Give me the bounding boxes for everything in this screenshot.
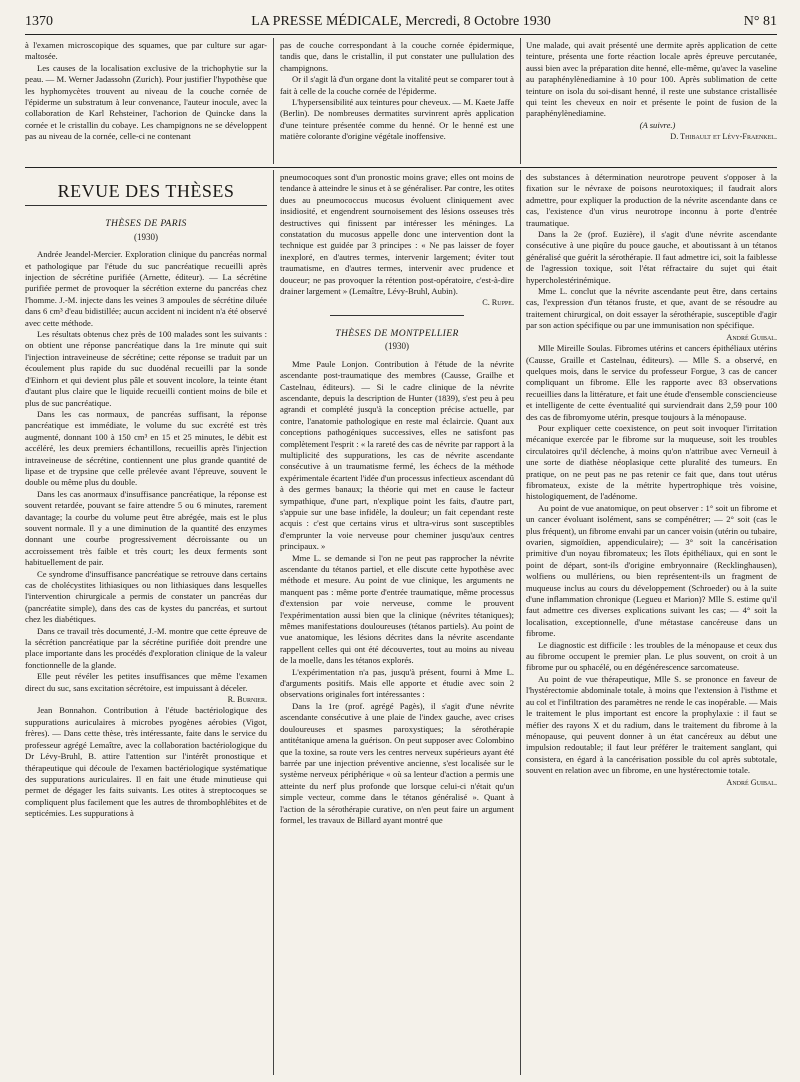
subsection-title: THÈSES DE MONTPELLIER <box>335 327 459 339</box>
paragraph: Ce syndrome d'insuffisance pancréatique se retrouve dans certains cas de cholécystites lithiasiques ou non lithiasiques dans lesquelles l'intervention chirurgicale a permis de constater un pancréas dur (pancréatite simple), dans des cas de kystes du pancréas, et surtout chez les diabétiques. <box>25 568 267 625</box>
paragraph: Dans ce travail très documenté, J.-M. montre que cette épreuve de la sécrétion pancréatique par la sécrétine purifiée doit prendre une place importante dans les procédés d'exploration clinique de la valeur fonctionnelle de la glande. <box>25 625 267 670</box>
section-title: REVUE DES THÈSES <box>57 181 235 201</box>
column-2 <box>280 172 514 1077</box>
page-number: 1370 <box>25 14 53 29</box>
column-divider <box>273 38 274 164</box>
paragraph: L'hypersensibilité aux teintures pour cheveux. — M. Kaete Jaffe (Berlin). De nombreuses dermatites survinrent après application d'une teinture présentée comme du henné. Or le henné est une matière colorante d'origine végétale inoffensive. <box>280 97 514 142</box>
paragraph: à l'examen microscopique des squames, que par culture sur agar-maltosée. <box>25 40 267 62</box>
signature: D. Thibault et Lévy-Fraenkel. <box>670 132 777 142</box>
title-rule <box>25 205 267 206</box>
paragraph: Elle peut révéler les petites insuffisances que même l'examen direct du suc, sans excitation sécrétoire, est impuissant à déceler. <box>25 671 267 693</box>
top-column-3 <box>526 40 777 164</box>
paragraph: pneumocoques sont d'un pronostic moins grave; elles ont moins de tendance à atteindre le sinus et à se généraliser. Par contre, les otites dues au pneumococcus mucosus évoluent cliniquement avec insidiosité, et engendrent sournoisement des lésions osseuses très destructives qui finissent par intéresser les méninges. La constatation du mucosus appelle donc une intervention dont la technique est guidée par 3 principes : « Ne pas laisser de foyer inexploré, en d'autres termes, intervenir largement; éviter tout traumatisme, en d'autres termes, intervenir avec prudence et douceur; ne pas provoquer la rétention post-opératoire, c'est-à-dire drainer largement » (Lemaître, Lévy-Bruhl, Aubin). <box>280 172 514 297</box>
paragraph: L'expérimentation n'a pas, jusqu'à présent, fourni à Mme L. d'arguments positifs. Mais elle apporte et étudie avec soin 2 observations originales fort intéressantes : <box>280 666 514 700</box>
top-column-2 <box>280 40 514 162</box>
paragraph: Mme L. conclut que la névrite ascendante peut être, dans certains cas, l'expression d'un tétanos fruste, et que, avant de se résoudre au traitement chirurgical, on doit essayer la sérothérapie, susceptible d'agir par son action spécifique ou par une immunisation non spécifique. <box>526 286 777 331</box>
paragraph: Dans la 2e (prof. Euzière), il s'agit d'une névrite ascendante consécutive à une piqûre du pouce gauche, et aboutissant à un tétanos généralisé que guérit la sérothérapie. Il faut admettre ici, soit la faiblesse de l'agression toxique, soit l'état réfractaire du sujet qui était hypercholestérinémique. <box>526 229 777 285</box>
paragraph: Les causes de la localisation exclusive de la trichophytie sur la peau. — M. Werner Jadassohn (Zurich). Pour justifier l'hypothèse que les hyphomycètes trouvent au niveau de la couche cornée de l'épiderme un substratum à leur convenance, l'auteur inocule, avec la collaboration de Karl Rehsteiner, l'achorion de Quincke dans la cornée et le cristallin du cobaye. Les champignons ne se développent pas au niveau de la cornée, celle-ci ne contenant <box>25 62 267 142</box>
masthead: LA PRESSE MÉDICALE, Mercredi, 8 Octobre 1930 <box>251 14 551 29</box>
paragraph: Jean Bonnahon. Contribution à l'étude bactériologique des suppurations auriculaires à microbes pyogènes aérobies (Vigot, frères). — Dans cette thèse, très intéressante, faite dans le service du professeur agrégé Lemaître, avec la collaboration bactériologique du Dr Lévy-Bruhl, B. attire l'attention sur l'intérêt pronostique et thérapeutique qui découle de l'examen bactériologique systématique des suppurations auriculaires. Il en fait une étude minutieuse qui permet de dégager les faits suivants. Les otites à streptocoques se compliquent plus facilement que les autres de thrombophlébites et de septicémies. Les suppurations à <box>25 705 267 819</box>
paragraph: Dans les cas anormaux d'insuffisance pancréatique, la réponse est souvent retardée, pouvant se faire attendre 5 ou 6 minutes, rarement davantage; la courbe du volume peut être abrégée, mais est le plus souvent normale. Il y a une diminution de la quantité des enzymes donnant une courbe progressivement décroissante ou un accroissement très faible et très court; les deux ferments sont habituellement de pair. <box>25 488 267 568</box>
signature: André Guibal. <box>726 332 777 342</box>
column-3 <box>526 172 777 1077</box>
paragraph: Mlle Mireille Soulas. Fibromes utérins et cancers épithéliaux utérins (Causse, Graille et Castelnau, éditeurs). — Mlle S. a observé, en quelques mois, dans le service du professeur Forgue, 3 cas de cancer compliquant un fibrome. Elle les rapporte avec 83 observations recueillies dans la littérature, et fait une étude d'ensemble consciencieuse et intelligente de cette éventualité qui surviendrait dans 2,59 pour 100 des cas de fibromyome utérin, presque toujours à la ménopause. <box>526 343 777 422</box>
page-header <box>25 14 777 36</box>
signature: André Guibal. <box>726 777 777 787</box>
paragraph: Dans la 1re (prof. agrégé Pagès), il s'agit d'une névrite ascendante consécutive à une plaie de l'index gauche, avec crises douloureuses et spasmes paroxystiques; la sérothérapie antitétanique amena la guérison. On peut supposer avec Colombino que la toxine, sa route vers les centres nerveux supérieurs ayant été barrée par une injection préventive ancienne, s'est localisée sur le système nerveux périphérique « où sa lenteur d'action a permis une atteinte du nerf plus profonde que lorsque celui-ci n'était qu'un simple vecteur, comme dans le tétanos généralisé ». Quant à l'action de la sérothérapie curative, on n'en peut faire un argument formel, les travaux de Billard ayant montré que <box>280 700 514 825</box>
paragraph: Au point de vue thérapeutique, Mlle S. se prononce en faveur de l'hystérectomie abdominale totale, à moins que l'extension à l'isthme et au col et l'infiltration des paramètres ne rende le cas inopérable. — Mais le traitement le plus important est encore la prophylaxie : il faut se méfier des rayons X et du radium, dans le traitement du fibrome à la ménopause, qui peuvent donner à un état cancéreux au début une impulsion redoutable; il faut leur préférer le traitement sanglant, qui consistera, en égard à la cancérisation possible du col après subtotale, souvent en relation avec un fibrome, en une hystérectomie totale. <box>526 673 777 776</box>
signature: R. Burnier. <box>227 695 267 705</box>
to-be-continued: (A suivre.) <box>639 119 676 130</box>
short-rule <box>330 315 464 316</box>
header-rule <box>25 34 777 35</box>
paragraph: Au point de vue anatomique, on peut observer : 1° soit un fibrome et un cancer évoluant isolément, sans se compénétrer; — 2° soit (cas le plus fréquent), un fibrome envahi par un cancer voisin (utérin ou tubaire, ovarien, sigmoïdien, appendiculaire); — 3° soit la cancérisation primitive d'un noyau fibromateux; les îlots épithéliaux, qui en sont le point de départ, sont-ils d'origine embryonnaire (Recklinghausen), wolfiens ou mullériens, ou bien représentent-ils un fragment de muqueuse inclus au cours du développement (Schroeder) ou à la suite d'une inflammation chronique (Legueu et Marion)? Mlle S. estime qu'il faut admettre ces diverses explications suivant les cas; — 4° soit la localisation, exceptionnelle, d'une métastase cancéreuse dans un fibrome. <box>526 502 777 639</box>
signature: C. Ruppe. <box>482 298 514 308</box>
subsection-year: (1930) <box>385 341 409 352</box>
subsection-year: (1930) <box>134 231 158 242</box>
section-rule <box>25 167 777 168</box>
column-divider <box>520 38 521 164</box>
column-divider <box>273 170 274 1075</box>
top-column-1 <box>25 40 267 162</box>
issue-number: N° 81 <box>743 14 777 29</box>
paragraph: Andrée Jeandel-Mercier. Exploration clinique du pancréas normal et pathologique par l'étude du suc pancréatique recueilli après injection de sécrétine purifiée (Arnette, éditeur). — La sécrétine purifiée permet de provoquer la sécrétion externe du pancréas chez l'homme. J.-M. injecte dans les veines 3 ampoules de sécrétine diluée dans 6 cm³ d'eau bidistillée; aucun accident ni incident n'a été observé avec cette méthode. <box>25 249 267 328</box>
paragraph: Le diagnostic est difficile : les troubles de la ménopause et ceux dus au fibrome occupent le premier plan. Le plus souvent, on croit à un fibrome pur ou sphacélé, ou en dégénérescence sarcomateuse. <box>526 639 777 673</box>
column-1 <box>25 172 267 1077</box>
paragraph: des substances à détermination neurotrope peuvent s'opposer à la fixation sur le névraxe de poisons neurotoxiques; il faudrait alors admettre, pour expliquer la production de la névrite ascendante dans ce cas, l'existence d'un virus neurotrope inconnu à porte d'entrée traumatique. <box>526 172 777 228</box>
paragraph: Les résultats obtenus chez près de 100 malades sont les suivants : on obtient une réponse pancréatique dans la 1re minute qui suit l'injection intraveineuse de sécrétine; cette réponse se traduit par un écoulement plus rapide du suc duodénal recueilli par la sonde d'Einhorn et qui devient plus pâle et souvent incolore, la teinte étant d'autant plus claire que le liquide recueilli contient moins de bile et plus de suc pancréatique. <box>25 329 267 408</box>
subsection-title: THÈSES DE PARIS <box>105 218 187 230</box>
paragraph: Mme Paule Lonjon. Contribution à l'étude de la névrite ascendante post-traumatique des membres (Causse, Grailhe et Castelnau, éditeurs). — Si le cadre clinique de la névrite ascendante, depuis la description de Hunter (1839), s'est peu à peu agrandi et complété jusqu'à la conception précise actuelle, par contre, l'anatomie pathologique en reste mal éclaircie. Quant aux conceptions pathogéniques successives, elles ne satisfont pas complètement l'esprit : « la rareté des cas de névrite par rapport à la multiplicité des suppurations, les cas de névrite ascendante consécutive à un traumatisme fermé, les échecs de la méthode expérimentale écartent l'idée d'un processus infectieux ascendant dû à des germes banaux; la théorie qui met en cause le facteur sympathique, d'une part, n'explique point les faits, d'autre part, s'appuie sur une base infidèle, la douleur; un fait cependant reste acquis : c'est que certains virus et ultra-virus sont susceptibles d'emprunter la voie nerveuse pour cheminer jusqu'aux centres principaux. » <box>280 358 514 552</box>
paragraph: Mme L. se demande si l'on ne peut pas rapprocher la névrite ascendante du tétanos partiel, et elle discute cette hypothèse avec méthode et mesure. Au point de vue clinique, les arguments ne manquent pas : même porte d'entrée traumatique, même processus d'extension par voie nerveuse, comme le prouvent l'expérimentation aussi bien que la clinique (névrites tétaniques); mêmes manifestations douloureuses (tétanos partiels). Au point de vue anatomique, les lésions décrites dans la névrite ascendante rappellent celles qui ont été découvertes, tout au moins au niveau de la moelle, dans les tétanos explorés. <box>280 552 514 666</box>
paragraph: Pour expliquer cette coexistence, on peut soit invoquer l'irritation mécanique exercée par le fibrome sur la muqueuse, soit les troubles circulatoires qu'il déclenche, à moins qu'on n'attribue avec Verneuil à une sorte de diathèse néoplasique cette pluralité des tumeurs. En pratique, on ne peut pas ne pas retenir ce fait que, dans tout utérus fibromateux, existe de la métrite hypertrophique très voisine, histologiquement, de l'adénome. <box>526 422 777 502</box>
column-divider <box>520 170 521 1075</box>
paragraph: Or il s'agit là d'un organe dont la vitalité peut se comparer tout à fait à celle de la couche cornée de l'épiderme. <box>280 74 514 96</box>
paragraph: pas de couche correspondant à la couche cornée épidermique, tandis que, dans le cristallin, il put constater une pullulation des champignons. <box>280 40 514 73</box>
paragraph: Dans les cas normaux, de pancréas suffisant, la réponse pancréatique est immédiate, le volume du suc excrété est très augmenté, donnant 100 à 150 cm³ en 15 et 25 minutes, le débit est accéléré, les deux premiers échantillons, recueillis après l'injection intraveineuse de sécrétine, contiennent une plus grande quantité de lipase et de trypsine que celle prélevée avant l'épreuve, souvent le double ou même plus du double. <box>25 408 267 488</box>
paragraph: Une malade, qui avait présenté une dermite après application de cette teinture, présenta une forte réaction locale après épreuve percutanée, aussi bien avec la préparation dite henné, elle-même, qu'avec la vaseline au paraphénylènediamine à 10 pour 100. Après sublimation de cette teinture on isola du soi-disant henné, il reste une substance cristallisée qui teint les cheveux en noir et présente le point de fusion de la paraphénylènediamine. <box>526 40 777 119</box>
